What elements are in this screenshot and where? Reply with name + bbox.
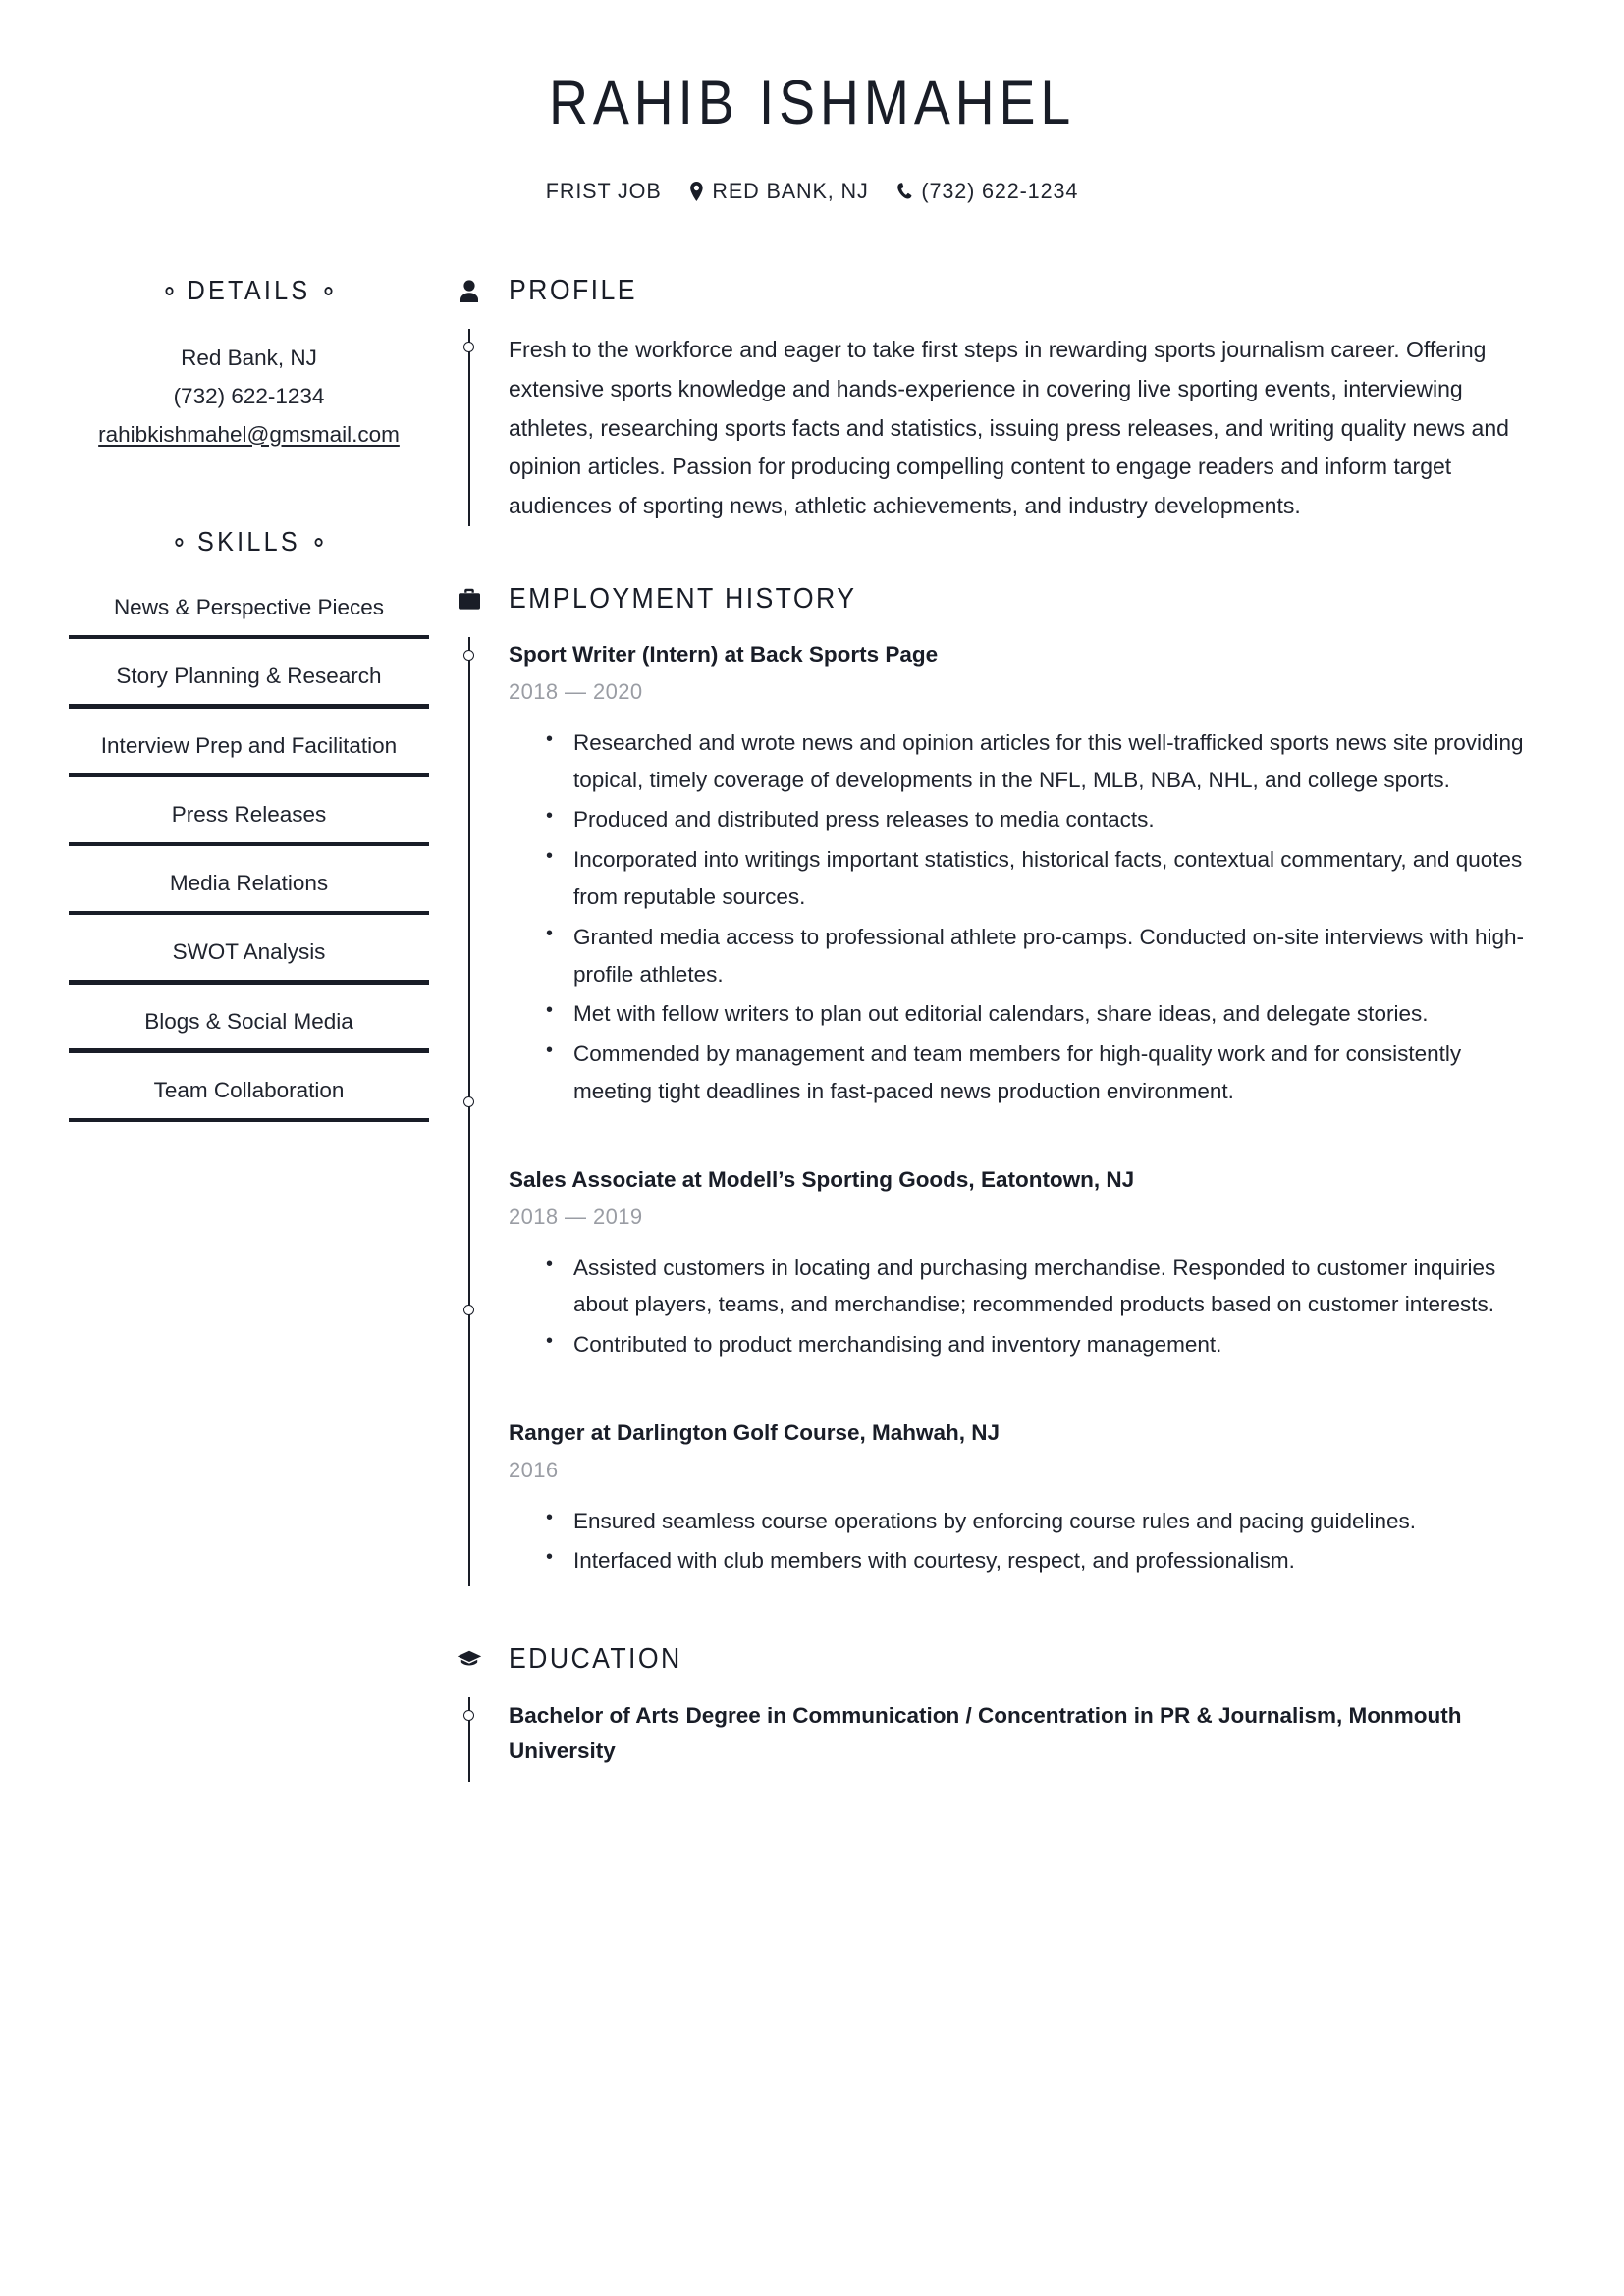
header-job-title-label: FRIST JOB [545, 179, 662, 204]
sidebar-details-heading [86, 275, 410, 306]
skill-item [69, 591, 429, 639]
page-title: RAHIB ISHMAHEL [548, 69, 1076, 137]
skills-block [69, 526, 429, 1122]
skill-label: Story Planning & Research [116, 664, 382, 689]
resume-columns [0, 275, 1624, 1782]
profile-heading [456, 275, 1536, 307]
sidebar [0, 275, 429, 1782]
skill-level-bar [69, 1118, 429, 1123]
phone-icon [896, 183, 912, 200]
main-column [429, 275, 1624, 1782]
skill-level-bar [69, 911, 429, 916]
skill-label: News & Perspective Pieces [113, 595, 385, 620]
timeline-line [468, 329, 470, 526]
job-entry [509, 637, 1536, 1117]
job-entry [509, 1162, 1536, 1370]
skill-label: Blogs & Social Media [144, 1008, 353, 1034]
employment-timeline-row [456, 637, 1536, 1586]
timeline-dot [463, 650, 474, 661]
skill-item [69, 867, 429, 915]
job-date: 2018 — 2020 [509, 678, 643, 704]
job-bullets [509, 1503, 1536, 1580]
job-entry [509, 1415, 1536, 1586]
job-title: Ranger at Darlington Golf Course, Mahwah, NJ [509, 1419, 1001, 1445]
profile-body [483, 329, 1536, 526]
detail-email[interactable]: rahibkishmahel@gmsmail.com [98, 421, 400, 447]
education-entry-title: Bachelor of Arts Degree in Communication / Concentration in PR & Journalism, Monmouth University [509, 1703, 1462, 1764]
section-profile [456, 275, 1536, 526]
map-pin-icon [689, 182, 703, 201]
bullet-item: • Interfaced with club members with courtesy, respect, and professionalism. [546, 1542, 1536, 1579]
sidebar-details-title: DETAILS [187, 275, 311, 306]
profile-timeline-row [456, 329, 1536, 526]
graduation-cap-icon [456, 1650, 483, 1670]
person-icon [456, 280, 483, 303]
skill-item [69, 729, 429, 777]
timeline-dot [463, 1305, 474, 1315]
skill-level-bar [69, 704, 429, 709]
education-heading [456, 1643, 1536, 1676]
skill-level-bar [69, 635, 429, 640]
skill-item [69, 1074, 429, 1122]
circle-marker-icon [176, 538, 184, 547]
timeline-gutter [456, 637, 483, 1586]
skill-label: Press Releases [171, 801, 327, 827]
profile-title: PROFILE [509, 275, 637, 307]
timeline-line [468, 637, 470, 1586]
bullet-item: • Commended by management and team members for high-quality work and for consistently meeting tight deadlines in fast-paced news production environment. [546, 1036, 1536, 1110]
bullet-item: • Researched and wrote news and opinion articles for this well-trafficked sports news site providing topical, timely coverage of developments in the NFL, MLB, NBA, NHL, and college sports. [546, 724, 1536, 799]
header-location-label: RED BANK, NJ [712, 179, 869, 204]
circle-marker-icon [314, 538, 322, 547]
spacer [509, 1370, 1536, 1415]
bullet-item: • Contributed to product merchandising and inventory management. [546, 1326, 1536, 1363]
section-employment [456, 583, 1536, 1586]
timeline-dot [463, 342, 474, 352]
spacer [456, 526, 1536, 583]
sidebar-skills-heading [86, 526, 410, 558]
education-timeline-row [456, 1697, 1536, 1782]
skill-label: SWOT Analysis [172, 939, 326, 965]
education-body [483, 1697, 1536, 1782]
timeline-gutter [456, 1697, 483, 1782]
details-list [69, 340, 429, 454]
spacer [456, 1586, 1536, 1643]
education-title: EDUCATION [509, 1643, 682, 1676]
skill-label: Team Collaboration [153, 1077, 345, 1102]
skill-level-bar [69, 773, 429, 777]
header-contact-line [32, 179, 1592, 204]
skill-label: Interview Prep and Facilitation [100, 732, 398, 758]
header-location [689, 179, 868, 204]
bullet-item: • Granted media access to professional athlete pro-camps. Conducted on-site interviews with high-profile athletes. [546, 919, 1536, 993]
detail-phone: (732) 622-1234 [173, 383, 325, 408]
detail-location: Red Bank, NJ [181, 346, 317, 371]
section-education [456, 1643, 1536, 1782]
employment-body [483, 637, 1536, 1586]
timeline-gutter [456, 329, 483, 526]
skill-label: Media Relations [169, 871, 329, 896]
job-date: 2016 [509, 1457, 559, 1482]
skill-item [69, 935, 429, 984]
skill-level-bar [69, 842, 429, 847]
spacer [509, 1117, 1536, 1162]
circle-marker-icon [165, 287, 173, 295]
bullet-item: • Incorporated into writings important statistics, historical facts, contextual commentary, and quotes from reputable sources. [546, 841, 1536, 916]
sidebar-skills-title: SKILLS [197, 526, 300, 558]
job-title: Sales Associate at Modell’s Sporting Goods, Eatontown, NJ [509, 1166, 1135, 1192]
job-title: Sport Writer (Intern) at Back Sports Page [509, 642, 939, 667]
bullet-item: • Assisted customers in locating and purchasing merchandise. Responded to customer inquiries about players, teams, and merchandise; recommended products based on customer interests. [546, 1250, 1536, 1324]
skill-level-bar [69, 1048, 429, 1053]
timeline-dot [463, 1710, 474, 1721]
job-bullets [509, 724, 1536, 1110]
skill-item [69, 660, 429, 708]
skill-item [69, 798, 429, 846]
circle-marker-icon [325, 287, 333, 295]
bullet-item: • Produced and distributed press releases to media contacts. [546, 801, 1536, 838]
job-date: 2018 — 2019 [509, 1203, 643, 1229]
resume-header [0, 0, 1624, 204]
timeline-dot [463, 1096, 474, 1107]
job-bullets [509, 1250, 1536, 1363]
bullet-item: • Ensured seamless course operations by enforcing course rules and pacing guidelines. [546, 1503, 1536, 1540]
header-phone [896, 179, 1078, 204]
skill-item [69, 1005, 429, 1053]
profile-text: Fresh to the workforce and eager to take first steps in rewarding sports journalism career. Offering extensive sports knowledge and hands-experience in covering live sporting events, interviewing athletes, researching sports facts and statistics, issuing press releases, and writing quality news and opinion articles. Passion for producing compelling content to engage readers and inform target audiences of sporting news, athletic achievements, and industry developments. [509, 337, 1509, 519]
employment-heading [456, 583, 1536, 615]
employment-title: EMPLOYMENT HISTORY [509, 583, 857, 615]
header-phone-label: (732) 622-1234 [921, 179, 1079, 204]
briefcase-icon [456, 588, 483, 611]
header-job-title [546, 179, 662, 204]
bullet-item: • Met with fellow writers to plan out editorial calendars, share ideas, and delegate stories. [546, 995, 1536, 1033]
skill-level-bar [69, 980, 429, 985]
